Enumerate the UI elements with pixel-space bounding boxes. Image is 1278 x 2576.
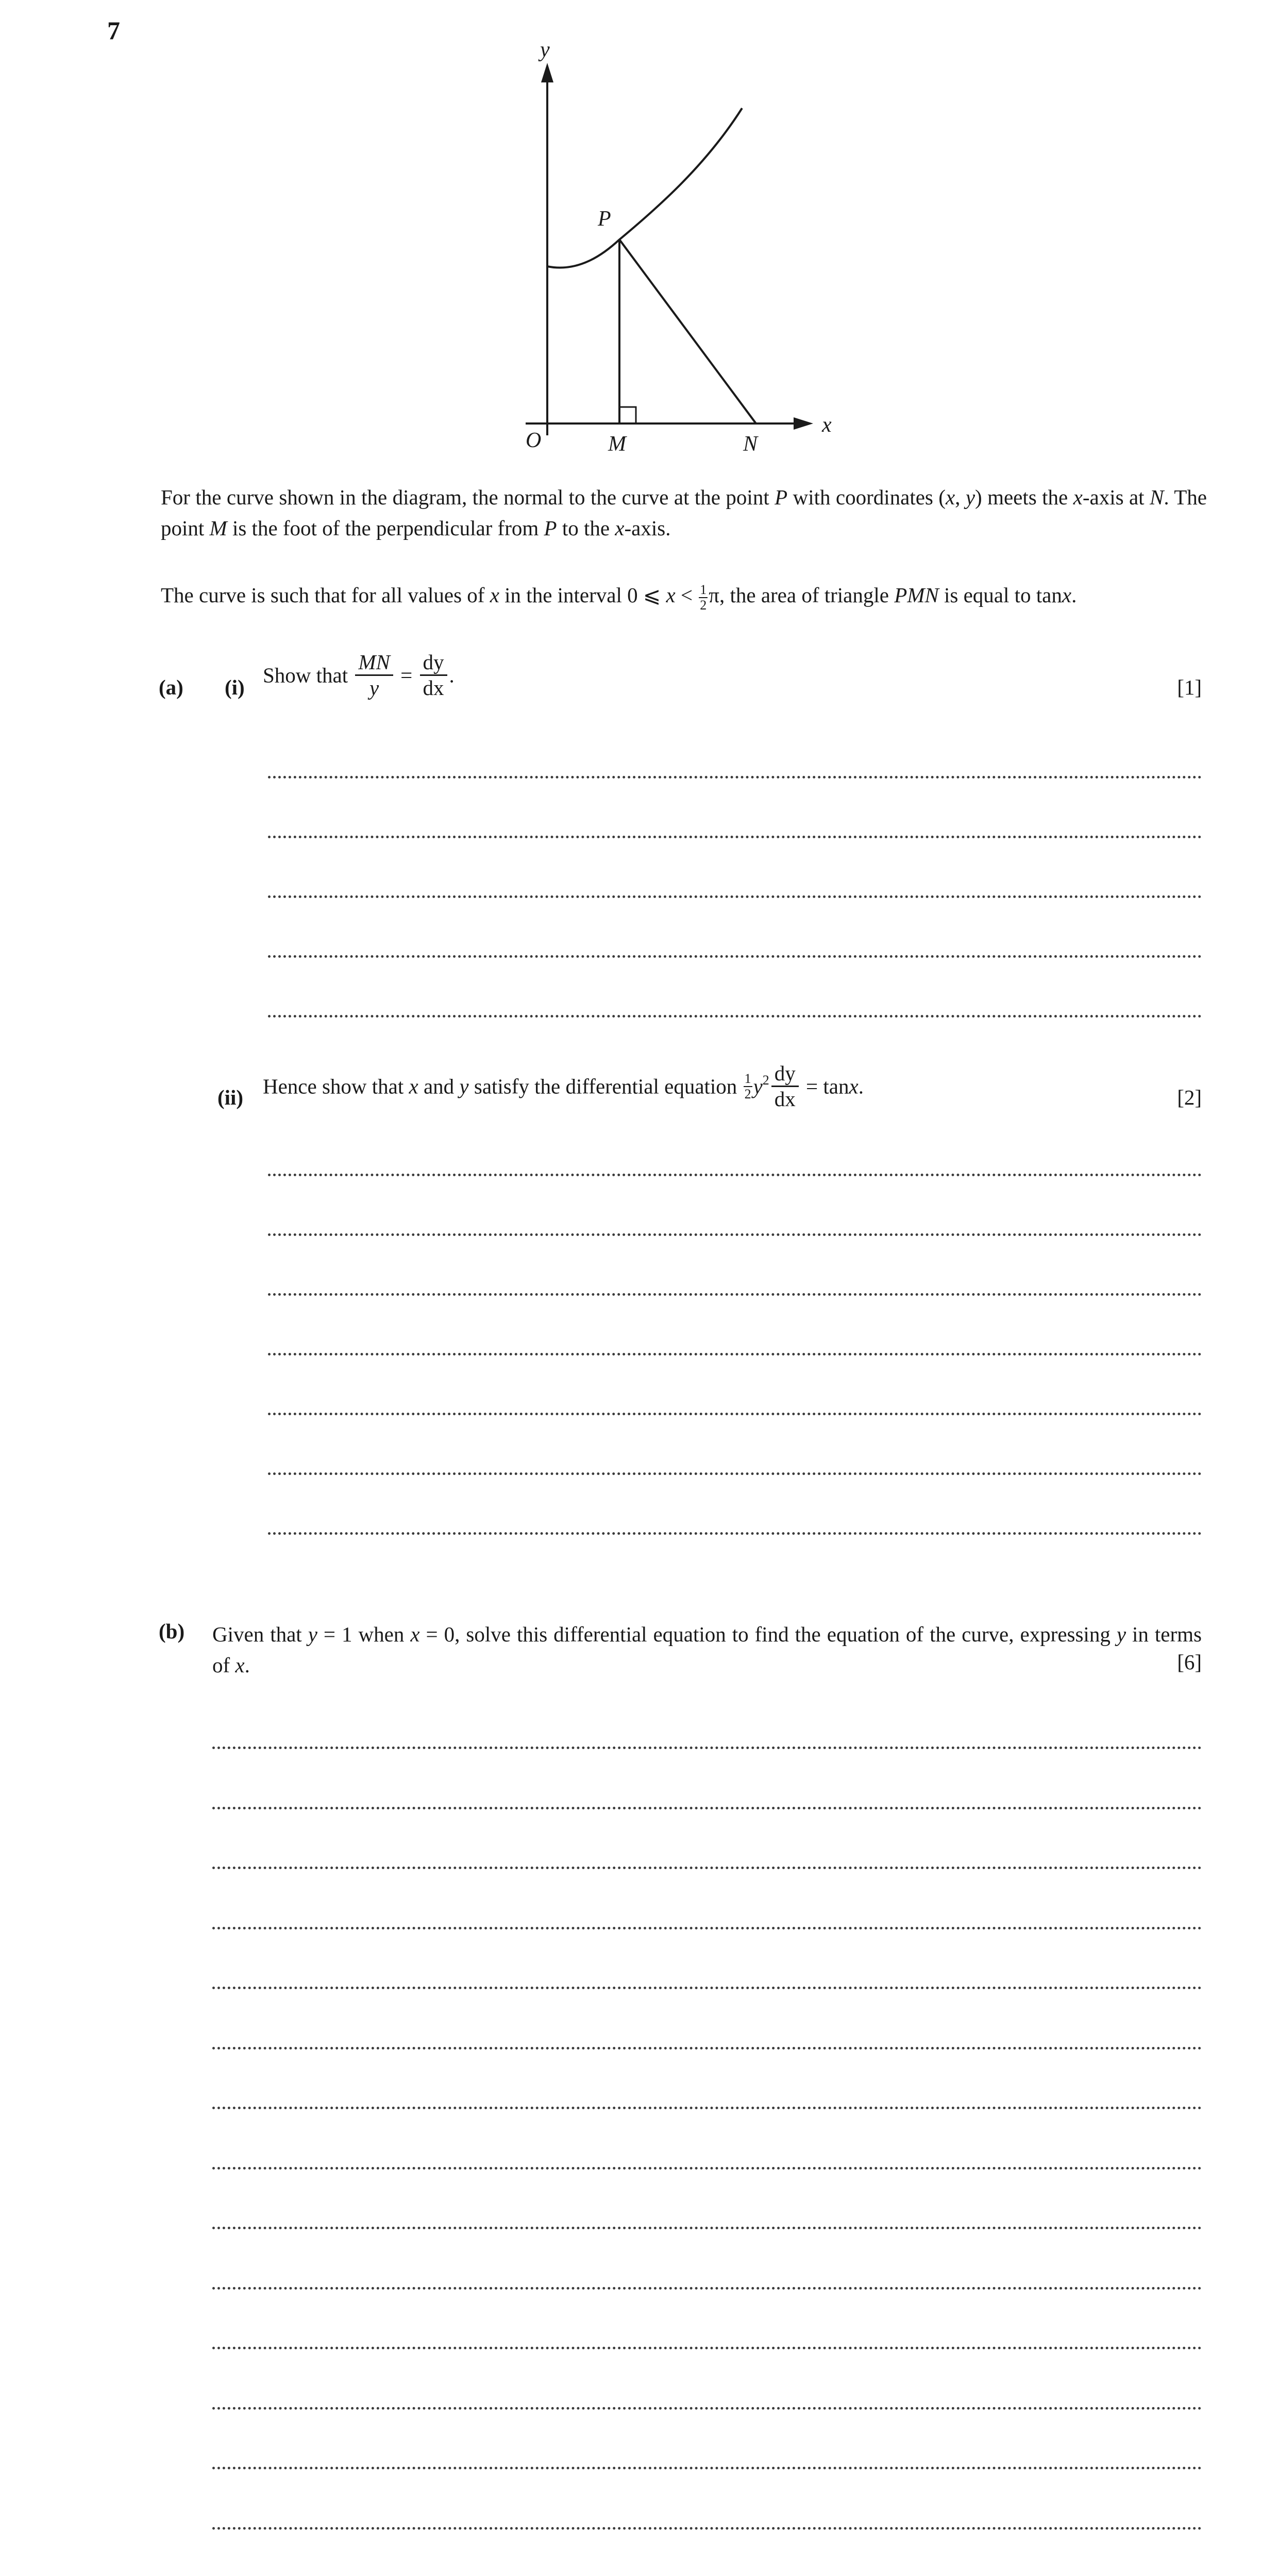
- answer-line[interactable]: [212, 2407, 1202, 2410]
- part-a-ii-question: Hence show that x and y satisfy the differential equation $\frac{1}{2}$ $y^2$ $\frac{dy}{dx}$ = tanx.: [263, 1061, 864, 1111]
- part-a-i-marks: [1]: [1177, 675, 1202, 699]
- answer-line[interactable]: [212, 1867, 1202, 1869]
- label-x: x: [822, 413, 832, 437]
- answer-line[interactable]: [268, 1015, 1202, 1018]
- part-a-ii-label: (ii): [217, 1086, 244, 1109]
- label-O: O: [526, 429, 542, 452]
- half-fraction: $\frac{1}{2}$: [700, 582, 707, 613]
- curve-diagram: [505, 31, 855, 464]
- y-axis-arrow: [541, 63, 553, 82]
- answer-line[interactable]: [212, 2047, 1202, 2049]
- part-b-question: Given that y = 1 when x = 0, solve this differential equation to find the equation of the curve, expressing y in terms of x.: [212, 1622, 1202, 1677]
- answer-line[interactable]: [212, 2167, 1202, 2170]
- curve: [547, 108, 742, 268]
- part-b-marks: [6]: [1177, 1650, 1202, 1674]
- answer-line[interactable]: [268, 1532, 1202, 1535]
- intro-paragraph-1: For the curve shown in the diagram, the normal to the curve at the point P with coordinates (x, y) meets the x-axis at N. The point M is the foot of the perpendicular from P to the x-axis.: [161, 485, 1207, 540]
- answer-line[interactable]: [268, 1413, 1202, 1415]
- answer-line[interactable]: [268, 955, 1202, 958]
- part-a-label: (a): [159, 675, 183, 699]
- answer-line[interactable]: [212, 1927, 1202, 1929]
- answer-line[interactable]: [212, 2347, 1202, 2349]
- x-axis-arrow: [794, 417, 813, 430]
- part-a-ii-marks: [2]: [1177, 1086, 1202, 1109]
- normal-PN: [619, 240, 756, 423]
- part-a-i-question: Show that $\frac{MN}{y}$ = $\frac{dy}{dx}$ .: [263, 650, 455, 700]
- answer-line[interactable]: [212, 2527, 1202, 2530]
- answer-line[interactable]: [212, 2107, 1202, 2109]
- answer-line[interactable]: [268, 1472, 1202, 1475]
- answer-line[interactable]: [268, 1293, 1202, 1296]
- answer-line[interactable]: [268, 895, 1202, 898]
- intro-paragraph-2: The curve is such that for all values of x in the interval 0 ⩽ x < $\frac{1}{2}$ π, the area of triangle PMN is equal to tanx.: [161, 582, 1077, 613]
- fraction-MN-over-y: $\frac{MN}{y}$: [355, 650, 393, 700]
- part-b-label: (b): [159, 1619, 185, 1643]
- answer-line[interactable]: [212, 2227, 1202, 2229]
- answer-line[interactable]: [268, 1174, 1202, 1176]
- half-fraction: $\frac{1}{2}$: [744, 1071, 751, 1101]
- part-a-i-label: (i): [225, 675, 245, 699]
- answer-line[interactable]: [212, 1747, 1202, 1749]
- answer-line[interactable]: [212, 1987, 1202, 1989]
- label-P: P: [598, 207, 611, 231]
- answer-line[interactable]: [268, 776, 1202, 778]
- answer-line[interactable]: [212, 1807, 1202, 1809]
- answer-line[interactable]: [268, 1233, 1202, 1236]
- answer-line[interactable]: [268, 1353, 1202, 1355]
- label-N: N: [743, 432, 758, 456]
- fraction-dy-dx: $\frac{dy}{dx}$: [771, 1061, 799, 1111]
- label-M: M: [608, 432, 626, 456]
- answer-line[interactable]: [212, 2467, 1202, 2469]
- fraction-dy-dx: $\frac{dy}{dx}$: [420, 650, 447, 700]
- answer-line[interactable]: [268, 836, 1202, 838]
- answer-line[interactable]: [212, 2287, 1202, 2290]
- label-y: y: [540, 38, 550, 62]
- question-number: 7: [107, 16, 120, 45]
- right-angle-marker: [619, 407, 636, 423]
